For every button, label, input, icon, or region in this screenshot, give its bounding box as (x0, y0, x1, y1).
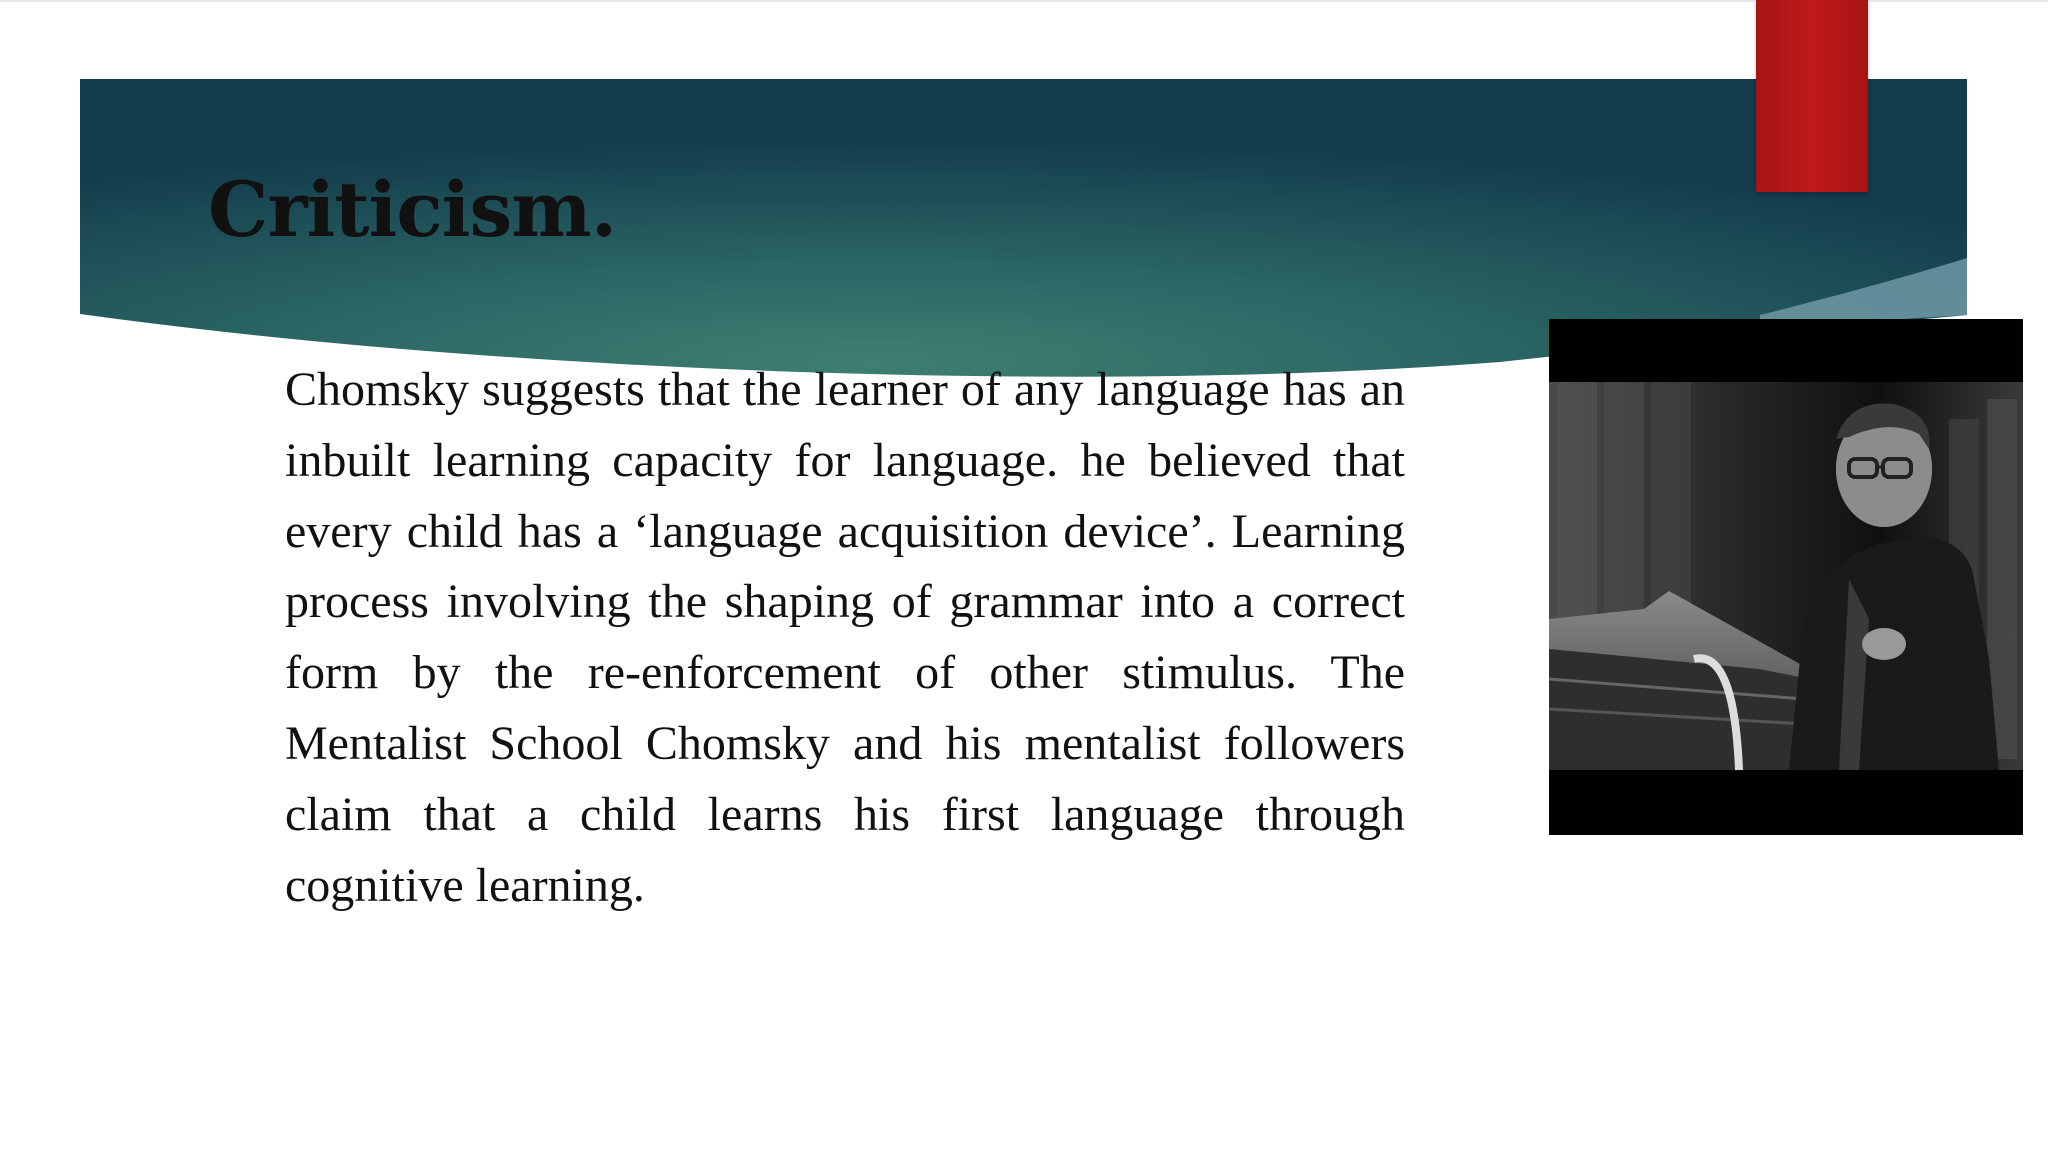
red-accent-tab (1756, 0, 1868, 192)
body-paragraph: Chomsky suggests that the learner of any language has an inbuilt learning capacity for language. he believed that every child has a ‘language acquisition device’. Learning process involving the shaping of grammar into a correct form by the re-enforcement of other stimulus. The Mentalist School Chomsky and his mentalist followers claim that a child learns his first language through cognitive learning. (285, 363, 1405, 912)
speaker-photo (1549, 319, 2023, 835)
slide-title: Criticism. (208, 165, 617, 254)
